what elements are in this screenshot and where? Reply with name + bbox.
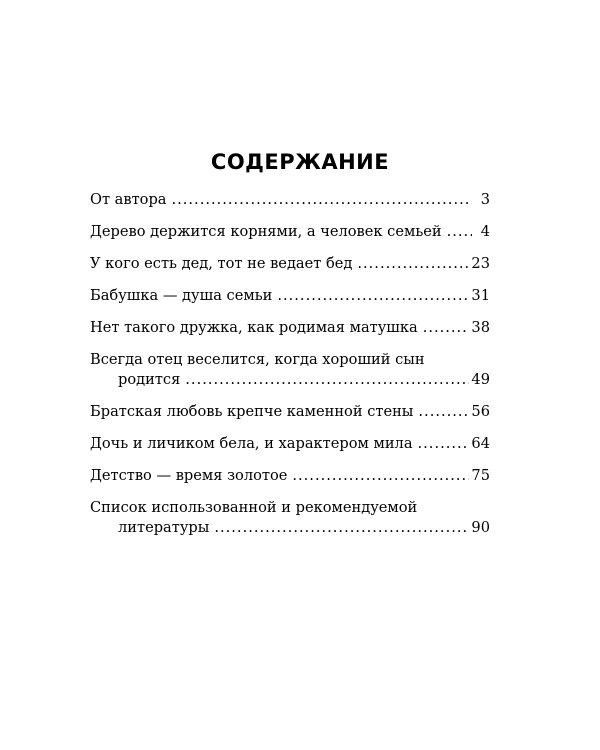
- dot-leader: [277, 286, 469, 306]
- toc-entry-title-line2: литературы: [118, 519, 210, 536]
- toc-entry: [90, 286, 490, 306]
- toc-entry-page: 31: [471, 287, 490, 304]
- toc-entry-page: 75: [471, 467, 490, 484]
- dot-leader: [292, 466, 469, 486]
- toc-entry-title-line1: Список использованной и рекомендуемой: [90, 499, 418, 516]
- toc-entry-page: 4: [480, 223, 490, 240]
- toc-entry: [90, 350, 490, 390]
- toc-entry-title: От автора: [90, 191, 167, 208]
- dot-leader: [418, 434, 470, 454]
- toc-entry: [90, 498, 490, 538]
- toc-entry-page: 38: [471, 319, 490, 336]
- dot-leader: [214, 518, 469, 538]
- toc-entry-continuation: [90, 370, 490, 390]
- dot-leader: [447, 222, 472, 242]
- toc-entry-title: Нет такого дружка, как родимая матушка: [90, 319, 418, 336]
- toc-entry: [90, 402, 490, 422]
- toc-entry-title: Дочь и личиком бела, и характером мила: [90, 435, 413, 452]
- toc-entry: [90, 222, 490, 242]
- toc-list: [90, 190, 490, 550]
- toc-entry: [90, 190, 490, 210]
- toc-entry: [90, 434, 490, 454]
- dot-leader: [418, 402, 469, 422]
- toc-entry-title-line2: родится: [118, 371, 181, 388]
- toc-entry-page: 64: [471, 435, 490, 452]
- toc-entry-title: Братская любовь крепче каменной стены: [90, 403, 414, 420]
- toc-entry: [90, 466, 490, 486]
- toc-entry-page: 23: [471, 255, 490, 272]
- toc-entry-page: 56: [471, 403, 490, 420]
- toc-entry-title: У кого есть дед, тот не ведает бед: [90, 255, 353, 272]
- toc-entry-page: 90: [471, 519, 490, 536]
- toc-entry-page: 49: [471, 371, 490, 388]
- dot-leader: [357, 254, 469, 274]
- toc-entry-title: Детство — время золотое: [90, 467, 288, 484]
- toc-title: СОДЕРЖАНИЕ: [210, 150, 390, 174]
- toc-entry-continuation: [90, 518, 490, 538]
- toc-entry-title: Дерево держится корнями, а человек семьей: [90, 223, 442, 240]
- dot-leader: [423, 318, 470, 338]
- toc-entry: [90, 254, 490, 274]
- dot-leader: [172, 190, 473, 210]
- toc-entry-title-line1: Всегда отец веселится, когда хороший сын: [90, 351, 425, 368]
- toc-entry-page: 3: [480, 191, 490, 208]
- dot-leader: [185, 370, 469, 390]
- toc-entry-title: Бабушка — душа семьи: [90, 287, 273, 304]
- toc-entry: [90, 318, 490, 338]
